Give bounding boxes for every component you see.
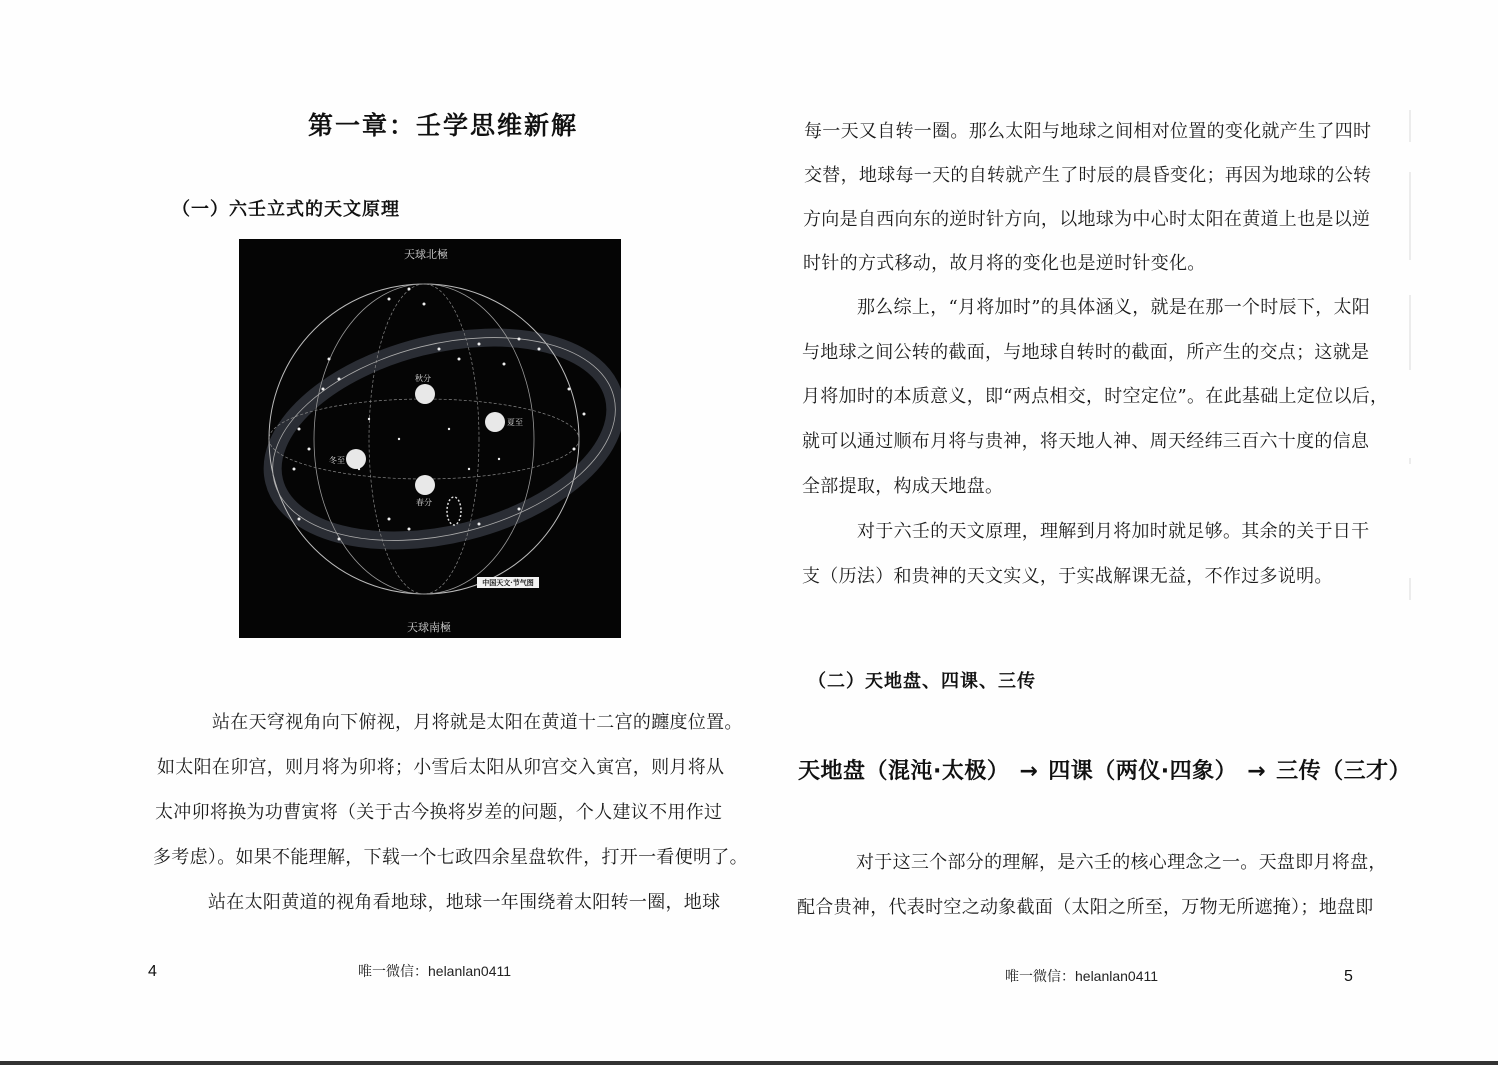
flow-step-four-lessons: 四课（两仪·四象）: [1048, 759, 1238, 784]
figure-label-north-pole: 天球北極: [404, 248, 448, 261]
footer-contact: 唯一微信：helanlan0411: [1005, 968, 1159, 984]
paragraph-line: 配合贵神，代表时空之动象截面（太阳之所至，万物无所遮掩）；地盘即: [797, 897, 1374, 918]
paragraph-line: 方向是自西向东的逆时针方向，以地球为中心时太阳在黄道上也是以逆: [803, 209, 1371, 230]
figure-label-summer-solstice: 夏至: [507, 418, 523, 427]
celestial-sphere-figure: [239, 239, 621, 638]
paragraph-line: 对于六壬的天文原理，理解到月将加时就足够。其余的关于日干: [857, 521, 1370, 542]
figure-label-autumn-equinox: 秋分: [415, 374, 431, 383]
arrow-right-icon: →: [1019, 759, 1039, 784]
paragraph-line: 时针的方式移动，故月将的变化也是逆时针变化。: [803, 253, 1206, 274]
arrow-right-icon: →: [1247, 759, 1267, 784]
bottom-border: [0, 1061, 1498, 1065]
paragraph-line: 如太阳在卯宫，则月将为卯将；小雪后太阳从卯宫交入寅宫，则月将从: [157, 757, 725, 778]
paragraph-line: 站在太阳黄道的视角看地球，地球一年围绕着太阳转一圈，地球: [208, 892, 721, 913]
page-edge-marks: [1409, 100, 1411, 1000]
section-heading-2: （二）天地盘、四课、三传: [808, 671, 1036, 692]
concept-flow: [798, 754, 1411, 785]
chapter-title: 第一章：壬学思维新解: [308, 111, 579, 140]
paragraph-line: 交替，地球每一天的自转就产生了时辰的晨昏变化；再因为地球的公转: [804, 165, 1372, 186]
paragraph-line: 站在天穹视角向下俯视，月将就是太阳在黄道十二宫的躔度位置。: [212, 712, 743, 733]
flow-step-heaven-earth-plate: 天地盘（混沌·太极）: [798, 759, 1010, 784]
page-number: 5: [1344, 968, 1353, 985]
celestial-sphere-illustration: [239, 239, 621, 638]
section-heading-1: （一）六壬立式的天文原理: [172, 199, 400, 220]
paragraph-line: 月将加时的本质意义，即“两点相交，时空定位”。在此基础上定位以后，: [802, 386, 1389, 407]
footer-contact: 唯一微信：helanlan0411: [358, 963, 512, 979]
paragraph-line: 全部提取，构成天地盘。: [802, 476, 1004, 497]
paragraph-line: 多考虑）。如果不能理解，下载一个七政四余星盘软件，打开一看便明了。: [153, 847, 748, 868]
paragraph-line: 太冲卯将换为功曹寅将（关于古今换将岁差的问题，个人建议不用作过: [155, 802, 723, 823]
paragraph-line: 那么综上，“月将加时”的具体涵义，就是在那一个时辰下，太阳: [857, 297, 1371, 318]
figure-label-winter-solstice: 冬至: [329, 456, 345, 465]
paragraph-line: 对于这三个部分的理解，是六壬的核心理念之一。天盘即月将盘，: [856, 852, 1387, 873]
page-number: 4: [148, 963, 157, 980]
paragraph-line: 就可以通过顺布月将与贵神，将天地人神、周天经纬三百六十度的信息: [802, 431, 1370, 452]
figure-label-spring-equinox: 春分: [416, 498, 432, 507]
flow-step-three-transmissions: 三传（三才）: [1276, 759, 1412, 784]
paragraph-line: 每一天又自转一圈。那么太阳与地球之间相对位置的变化就产生了四时: [804, 121, 1372, 142]
paragraph-line: 支（历法）和贵神的天文实义，于实战解课无益，不作过多说明。: [802, 566, 1333, 587]
figure-label-south-pole: 天球南極: [407, 621, 451, 634]
paragraph-line: 与地球之间公转的截面，与地球自转时的截面，所产生的交点；这就是: [802, 342, 1370, 363]
figure-caption-badge: 中国天文·节气图: [482, 578, 534, 587]
